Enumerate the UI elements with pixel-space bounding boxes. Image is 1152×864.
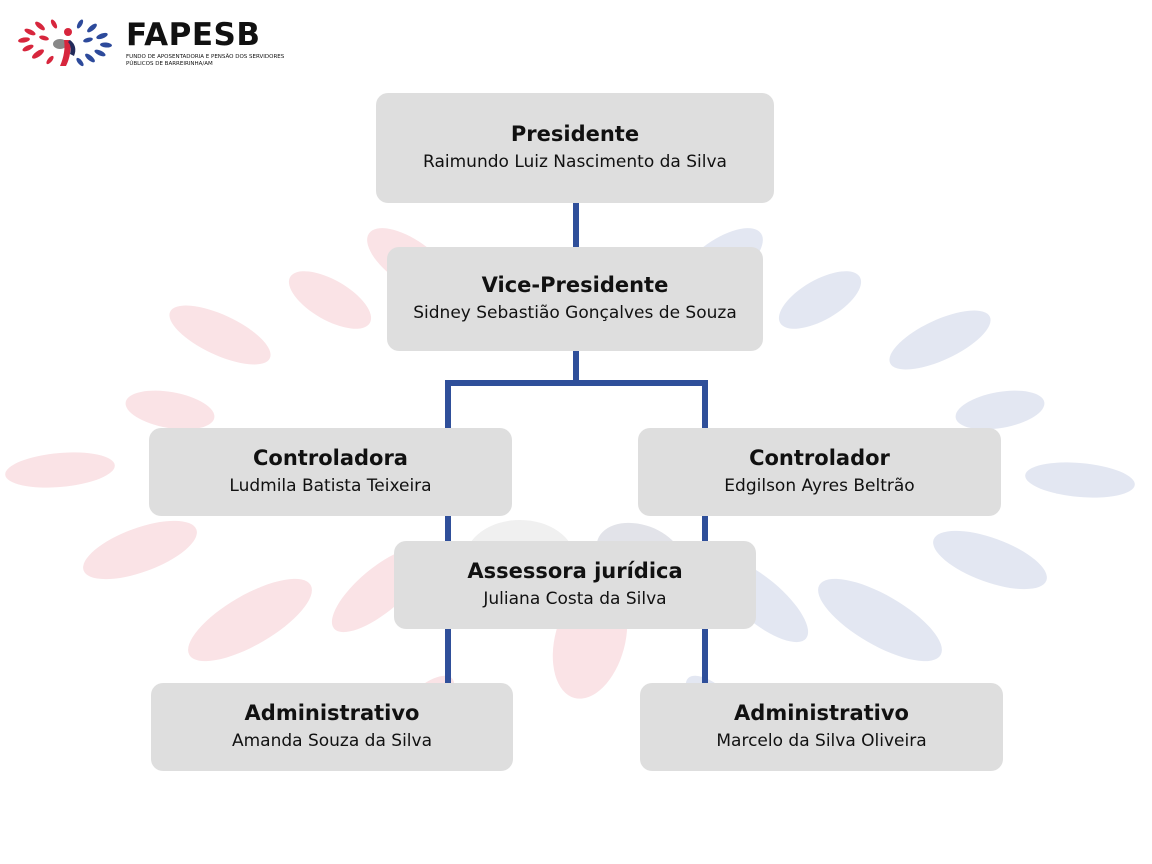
- logo-name: FAPESB: [126, 17, 261, 53]
- controlador-box: [638, 428, 1001, 516]
- administrativo-right-name: Marcelo da Silva Oliveira: [716, 731, 927, 751]
- vice-presidente-role: Vice-Presidente: [481, 273, 669, 297]
- controladora-box: [149, 428, 512, 516]
- assessora-role: Assessora jurídica: [467, 559, 683, 583]
- controlador-name: Edgilson Ayres Beltrão: [724, 476, 915, 496]
- logo-subtitle: FUNDO DE APOSENTADORIA E PENSÃO DOS SERVIDORES PÚBLICOS DE BARREIRINHA/AM: [126, 54, 285, 67]
- assessora-name: Juliana Costa da Silva: [483, 589, 667, 609]
- presidente-box: [376, 93, 774, 203]
- administrativo-right-box: [640, 683, 1003, 771]
- administrativo-left-name: Amanda Souza da Silva: [231, 731, 433, 751]
- vice-presidente-box: [387, 247, 763, 351]
- presidente-role: Presidente: [510, 122, 640, 146]
- presidente-name: Raimundo Luiz Nascimento da Silva: [423, 152, 727, 172]
- vice-presidente-name: Sidney Sebastião Gonçalves de Souza: [413, 303, 737, 323]
- controladora-role: Controladora: [253, 446, 408, 470]
- controladora-name: Ludmila Batista Teixeira: [229, 476, 432, 496]
- assessora-box: [394, 541, 756, 629]
- administrativo-left-role: Administrativo: [244, 701, 420, 725]
- controlador-role: Controlador: [749, 446, 890, 470]
- administrativo-left-box: [151, 683, 513, 771]
- administrativo-right-role: Administrativo: [734, 701, 909, 725]
